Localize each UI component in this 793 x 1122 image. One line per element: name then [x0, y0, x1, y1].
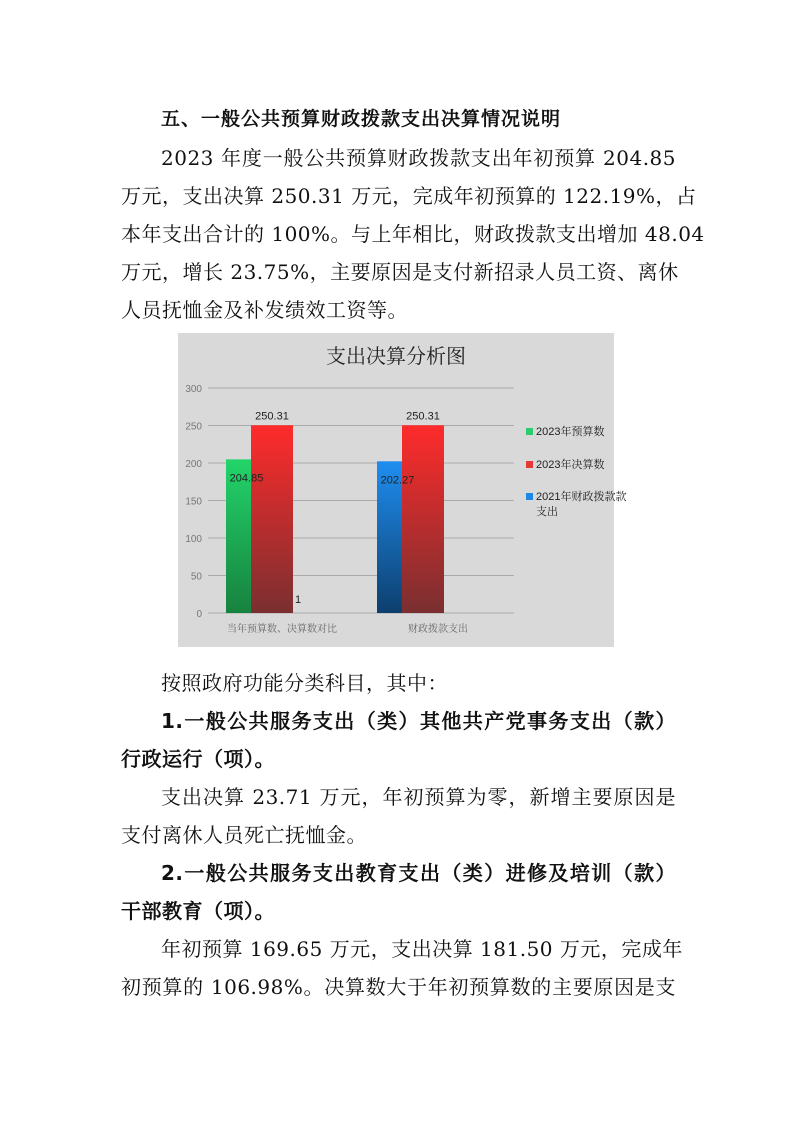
para1-line1: 2023 年度一般公共预算财政拨款支出年初预算 204.85 — [161, 146, 676, 170]
data-label: 204.85 — [229, 472, 264, 485]
para1-line3: 本年支出合计的 100%。与上年相比，财政拨款支出增加 48.04 — [121, 222, 705, 246]
intro-text: 按照政府功能分类科目，其中： — [161, 671, 448, 695]
item1-text-line1: 支出决算 23.71 万元，年初预算为零，新增主要原因是 — [161, 785, 676, 809]
legend-label: 2023年决算数 — [536, 459, 605, 471]
data-label: 250.31 — [255, 410, 289, 423]
item1-text-line2: 支付离休人员死亡抚恤金。 — [121, 823, 367, 847]
data-label: 202.27 — [380, 474, 415, 487]
para1-line5: 人员抚恤金及补发绩效工资等。 — [121, 298, 408, 322]
bar — [251, 425, 293, 613]
section-heading: 五、一般公共预算财政拨款支出决算情况说明 — [161, 108, 562, 130]
item2-text-line2: 初预算的 106.98%。决算数大于年初预算数的主要原因是支 — [121, 975, 676, 999]
legend-swatch — [526, 493, 533, 500]
y-tick-label: 0 — [196, 609, 202, 620]
y-tick-label: 250 — [185, 421, 202, 433]
category-label: 财政拨款支出 — [408, 624, 468, 635]
data-label-extra: 1 — [294, 594, 302, 606]
legend-swatch — [526, 461, 533, 468]
para1-line2: 万元，支出决算 250.31 万元，完成年初预算的 122.19%，占 — [121, 184, 697, 208]
legend-label: 2021年财政拨款款 — [536, 491, 627, 503]
item1-title-line1: 1.一般公共服务支出（类）其他共产党事务支出（款） — [161, 709, 676, 733]
para1-line4: 万元，增长 23.75%，主要原因是支付新招录人员工资、离休 — [121, 260, 679, 284]
chart-svg — [178, 333, 627, 647]
y-tick-label: 100 — [185, 534, 202, 545]
legend-swatch — [526, 428, 533, 435]
y-tick-label: 50 — [190, 571, 202, 583]
y-tick-label: 150 — [185, 496, 202, 508]
chart-title: 支出决算分析图 — [326, 344, 466, 368]
item2-title-line1: 2.一般公共服务支出教育支出（类）进修及培训（款） — [161, 861, 676, 885]
item2-title-line2: 干部教育（项）。 — [121, 899, 275, 923]
category-label: 当年预算数、决算数对比 — [227, 624, 337, 635]
item2-text-line1: 年初预算 169.65 万元，支出决算 181.50 万元，完成年 — [161, 937, 683, 961]
item1-title-line2: 行政运行（项）。 — [121, 747, 275, 771]
legend-label: 2023年预算数 — [536, 426, 605, 438]
legend-label: 支出 — [536, 506, 558, 518]
y-tick-label: 300 — [185, 384, 202, 395]
bar — [402, 425, 444, 613]
y-tick-label: 200 — [185, 459, 202, 470]
data-label: 250.31 — [406, 410, 440, 423]
expenditure-chart — [178, 333, 627, 647]
